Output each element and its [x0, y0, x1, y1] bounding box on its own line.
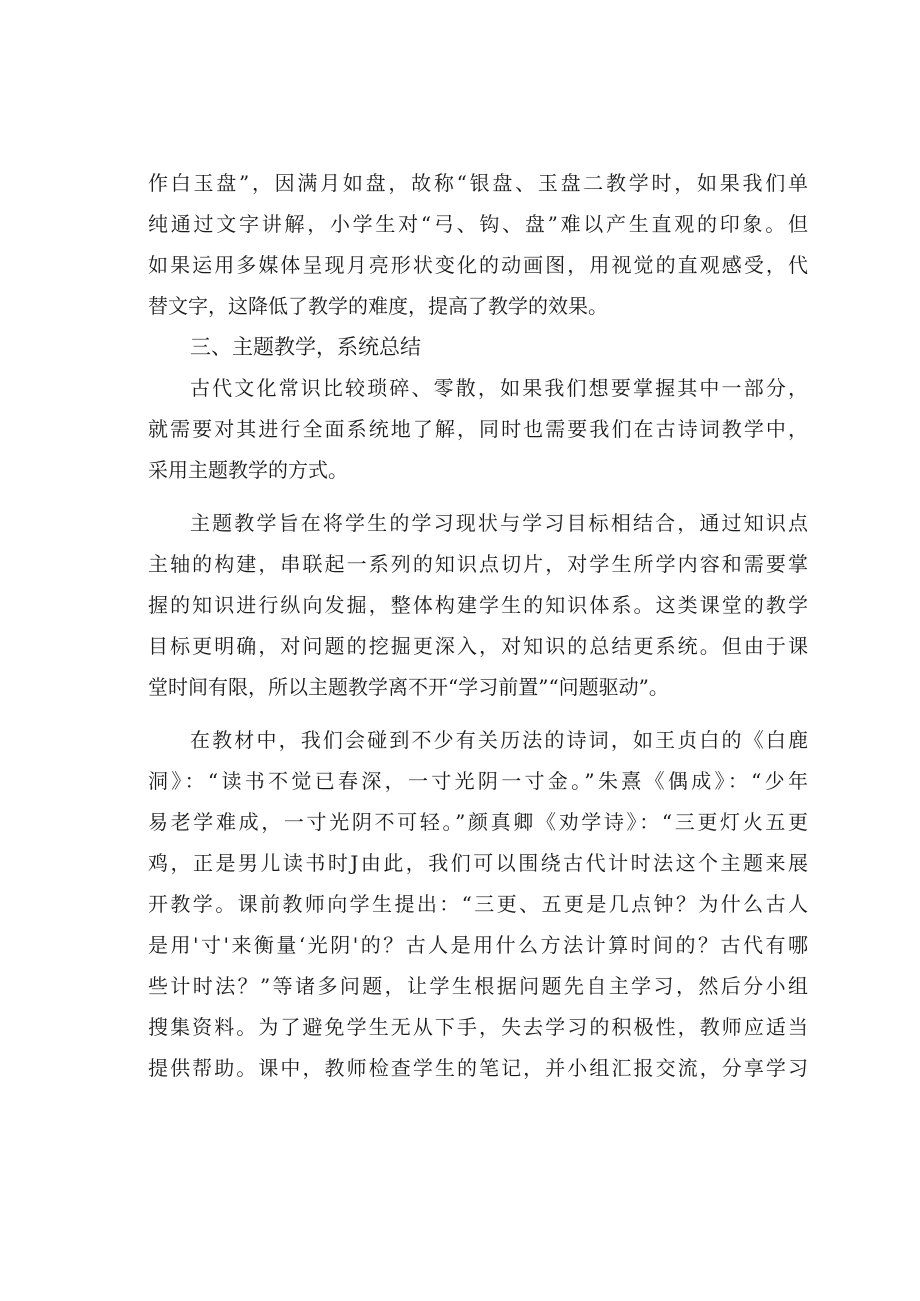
paragraph-line: 堂时间有限，所以主题教学离不开“学习前置”“问题驱动”。	[148, 675, 669, 699]
paragraph-line: 搜集资料。为了避免学生无从下手，失去学习的积极性，教师应适当	[148, 1015, 808, 1039]
paragraph-line: 古代文化常识比较琐碎、零散，如果我们想要掌握其中一部分，	[190, 376, 808, 400]
paragraph-line: 些计时法？”等诸多问题，让学生根据问题先自主学习，然后分小组	[148, 974, 808, 998]
paragraph-line: 作白玉盘”，因满月如盘，故称“银盘、玉盘二教学时，如果我们单	[148, 171, 808, 195]
paragraph-4	[148, 720, 808, 1089]
paragraph-line: 就需要对其进行全面系统地了解，同时也需要我们在古诗词教学中，	[148, 417, 808, 441]
paragraph-line: 握的知识进行纵向发掘，整体构建学生的知识体系。这类课堂的教学	[148, 593, 808, 617]
document-body	[148, 163, 808, 1089]
paragraph-line: 主轴的构建，串联起一系列的知识点切片，对学生所学内容和需要掌	[148, 552, 808, 576]
paragraph-line: 开教学。课前教师向学生提出：“三更、五更是几点钟？为什么古人	[148, 892, 808, 916]
paragraph-2	[148, 368, 808, 491]
paragraph-line: 替文字，这降低了教学的难度，提高了教学的效果。	[148, 294, 608, 318]
paragraph-line: 洞》：“读书不觉已春深，一寸光阴一寸金。”朱熹《偶成》：“少年	[148, 769, 808, 793]
paragraph-line: 目标更明确，对问题的挖掘更深入，对知识的总结更系统。但由于课	[148, 634, 808, 658]
paragraph-line: 提供帮助。课中，教师检查学生的笔记，并小组汇报交流，分享学习	[148, 1056, 808, 1080]
paragraph-line: 在教材中，我们会碰到不少有关历法的诗词，如王贞白的《白鹿	[190, 728, 808, 752]
paragraph-line: 是用'寸'来衡量‘光阴'的？古人是用什么方法计算时间的？古代有哪	[148, 933, 808, 957]
paragraph-line: 鸡，正是男儿读书时J由此，我们可以围绕古代计时法这个主题来展	[148, 851, 808, 875]
paragraph-3	[148, 503, 808, 708]
paragraph-line: 主题教学旨在将学生的学习现状与学习目标相结合，通过知识点	[190, 511, 808, 535]
paragraph-line: 纯通过文字讲解，小学生对“弓、钩、盘”难以产生直观的印象。但	[148, 212, 808, 236]
paragraph-line: 易老学难成，一寸光阴不可轻。”颜真卿《劝学诗》：“三更灯火五更	[148, 810, 808, 834]
paragraph-line: 采用主题教学的方式。	[148, 458, 348, 482]
section-heading: 三、主题教学，系统总结	[190, 335, 421, 359]
paragraph-1	[148, 163, 808, 327]
paragraph-line: 如果运用多媒体呈现月亮形状变化的动画图，用视觉的直观感受，代	[148, 253, 808, 277]
